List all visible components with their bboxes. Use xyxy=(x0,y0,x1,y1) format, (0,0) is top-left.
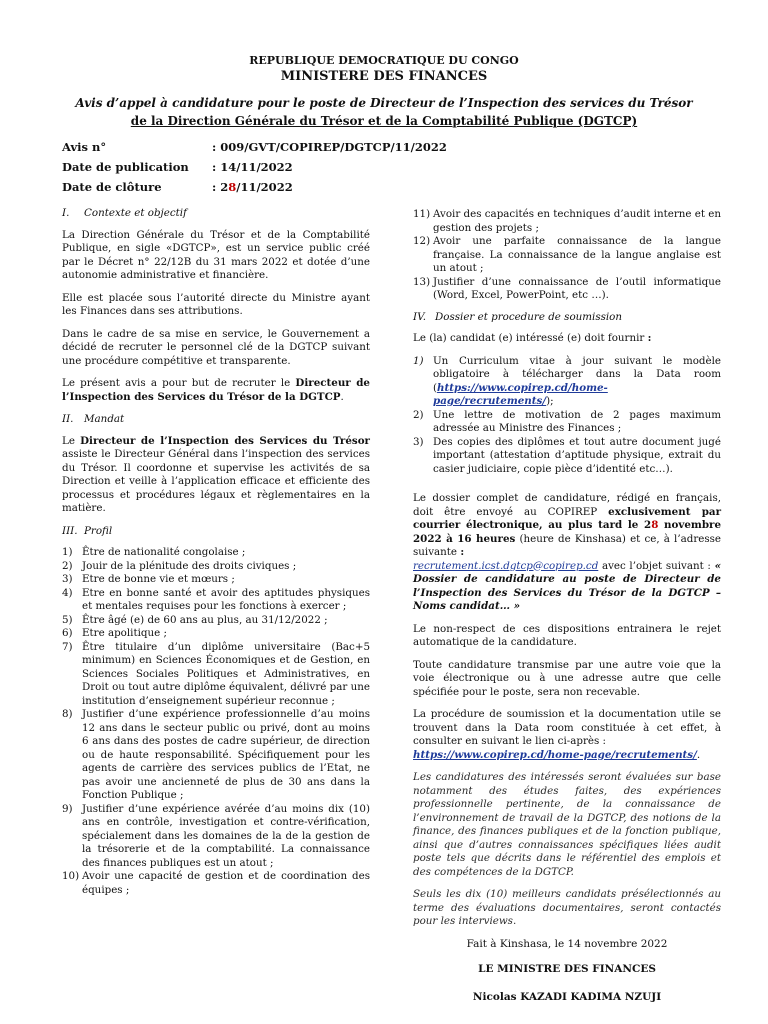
section-number: IV. xyxy=(413,310,426,323)
list-item xyxy=(62,641,370,709)
text-run: novembre 2022 à 16 heures xyxy=(413,519,721,545)
closing-suffix: /11/2022 xyxy=(236,180,293,194)
meta-row-closing xyxy=(62,177,562,197)
section-heading-mandate xyxy=(62,413,370,427)
other-channel-paragraph: Toute candidature transmise par une autre voie que la voie électronique ou à une adresse autre que celle spécifiée pour le poste, sera non recevable. xyxy=(413,658,721,698)
closing-red-digit: 8 xyxy=(228,180,237,194)
context-paragraph-1: La Direction Générale du Trésor et de la Comptabilité Publique, en sigle «DGTCP», est un service public créé par le Décret n° 22/12B du 31 mars 2022 et dotée d’une autonomie administrative et financière. xyxy=(62,228,370,281)
closing-value xyxy=(212,180,293,194)
text-run: La procédure de soumission et la documentation utile se trouvent dans la Data room constituée à cet effet, à consulter en suivant le lien ci-après : xyxy=(413,708,721,747)
closing-label: Date de clôture xyxy=(62,180,162,194)
item-number: 13) xyxy=(413,275,431,288)
list-item xyxy=(62,627,370,641)
left-column xyxy=(62,207,370,897)
list-item xyxy=(62,560,370,574)
post-title-bold: Directeur de l’Inspection des Services du Trésor xyxy=(80,434,370,447)
item-number: 9) xyxy=(62,802,73,815)
list-item xyxy=(62,573,370,587)
list-item xyxy=(413,355,721,409)
item-number: 5) xyxy=(62,613,73,626)
deadline-red-digit: 8 xyxy=(651,519,659,531)
text-run: (heure de Kinshasa) et ce, à l’adresse suivante xyxy=(413,532,721,558)
text-run: Le (la) candidat (e) intéressé (e) doit fournir xyxy=(413,332,648,344)
item-number: 12) xyxy=(413,235,431,247)
section-number: I. xyxy=(62,207,70,219)
item-number: 8) xyxy=(62,708,73,720)
avis-value: : 009/GVT/COPIREP/DGTCP/11/2022 xyxy=(212,140,447,154)
submission-deadline-paragraph xyxy=(413,492,721,614)
section-title: Contexte et objectif xyxy=(84,207,187,219)
list-item xyxy=(62,708,370,803)
item-text: Justifier d’une expérience professionnelle d’au moins 12 ans dans le secteur public ou privé, dont au moins 6 ans dans des postes de cadre supérieur, de direction ou de haute responsabilité. Spécifiquement pour les agents de carrière des services publics de l’Etat, ne pas avoir une ancienneté de plus de 30 ans dans la Fonction Publique ; xyxy=(82,708,370,801)
text-run: . xyxy=(696,748,701,761)
section-title: Mandat xyxy=(84,413,125,425)
email-subject: « Dossier de candidature au poste de Directeur de l’Inspection des Services du Trésor de la DGTCP – Noms candidat… » xyxy=(413,559,721,612)
section-heading-context xyxy=(62,207,370,221)
text-run: Le présent avis a pour but de recruter le xyxy=(62,377,296,389)
context-paragraph-3: Dans le cadre de sa mise en service, le Gouvernement a décidé de recruter le personnel clé de la DGTCP suivant une procédure compétitive et transparente. xyxy=(62,327,370,367)
item-number: 6) xyxy=(62,627,73,639)
section-number: III. xyxy=(62,524,78,537)
signatory-title: LE MINISTRE DES FINANCES xyxy=(478,963,656,975)
text-run: Le xyxy=(62,434,81,447)
list-item xyxy=(413,235,721,276)
text-run: exclusivement par courrier électronique, au plus tard le 2 xyxy=(413,505,722,531)
meta-row-publication xyxy=(62,157,562,177)
rejection-paragraph: Le non-respect de ces dispositions entrainera le rejet automatique de la candidature. xyxy=(413,622,721,648)
item-number: 3) xyxy=(62,573,73,585)
publication-label: Date de publication xyxy=(62,160,189,174)
submission-email-link[interactable]: recrutement.icst.dgtcp@copirep.cd xyxy=(413,559,599,572)
list-item xyxy=(62,587,370,614)
item-text: Etre apolitique ; xyxy=(82,627,167,639)
profile-list xyxy=(62,546,370,897)
signatory-name: Nicolas KAZADI KADIMA NZUJI xyxy=(472,990,662,1003)
text-run: . xyxy=(340,390,344,403)
item-number: 2) xyxy=(62,559,73,572)
item-text: Être titulaire d’un diplôme universitaire (Bac+5 minimum) en Sciences Économiques et de Gestion, en Sciences Sociales Politiques et Administratives, en Droit ou tout autre diplôme équivalent, délivré par une institution d’enseignement supérieur reconnue ; xyxy=(82,640,370,707)
item-number: 10) xyxy=(62,870,80,882)
item-text: Avoir une parfaite connaissance de la langue française. La connaissance de la langue anglaise est un atout ; xyxy=(433,235,721,274)
text-run: Un Curriculum vitae à jour suivant le modèle obligatoire à télécharger dans la Data room ( xyxy=(433,354,721,394)
shortlist-note: Seuls les dix (10) meilleurs candidats présélectionnés au terme des évaluations documentaires, seront contactés pour les interviews. xyxy=(413,888,721,927)
context-paragraph-4 xyxy=(62,377,370,404)
item-number: 3) xyxy=(413,435,424,448)
list-item xyxy=(413,276,721,303)
item-text: Une lettre de motivation de 2 pages maximum adressée au Ministre des Finances ; xyxy=(433,408,721,434)
text-run: Le dossier complet de candidature, rédigé en français, doit être envoyé au COPIREP xyxy=(413,492,721,518)
notice-title: Avis d’appel à candidature pour le poste de Directeur de l’Inspection des services du Trésor xyxy=(75,96,693,110)
item-number: 2) xyxy=(413,408,424,421)
signature-block xyxy=(413,938,721,1005)
item-number: 1) xyxy=(413,354,424,367)
place-date: Fait à Kinshasa, le 14 novembre 2022 xyxy=(466,937,668,950)
publication-value: : 14/11/2022 xyxy=(212,160,293,174)
item-number: 1) xyxy=(62,546,73,558)
notice-meta xyxy=(62,137,562,197)
meta-row-avis xyxy=(62,137,562,157)
document-header xyxy=(40,54,728,130)
text-run: : xyxy=(647,332,652,344)
list-item xyxy=(413,409,721,436)
section-title: Profil xyxy=(84,524,113,537)
procedure-paragraph xyxy=(413,708,721,762)
republic-heading: REPUBLIQUE DEMOCRATIQUE DU CONGO xyxy=(249,54,519,67)
item-text: Avoir des capacités en techniques d’audit interne et en gestion des projets ; xyxy=(433,208,721,234)
section-heading-submission xyxy=(413,311,721,325)
item-number: 11) xyxy=(413,208,431,220)
list-item xyxy=(62,803,370,871)
ministry-heading: MINISTERE DES FINANCES xyxy=(280,69,488,84)
section-heading-profile xyxy=(62,525,370,539)
mandate-paragraph xyxy=(62,435,370,516)
section-number: II. xyxy=(62,413,74,425)
item-number: 4) xyxy=(62,586,73,599)
closing-prefix: : 2 xyxy=(212,180,229,194)
section-title: Dossier et procedure de soumission xyxy=(435,310,623,323)
item-text: Jouir de la plénitude des droits civiques ; xyxy=(82,559,297,572)
text-run: avec l’objet suivant : xyxy=(598,559,715,572)
item-text: Avoir une capacité de gestion et de coordination des équipes ; xyxy=(82,870,370,896)
item-text: Justifier d’une connaissance de l’outil informatique (Word, Excel, PowerPoint, etc …). xyxy=(433,275,721,301)
procedure-link[interactable]: https://www.copirep.cd/home-page/recrutements/ xyxy=(413,748,697,761)
item-text: Être de nationalité congolaise ; xyxy=(82,546,246,558)
item-text xyxy=(433,355,721,409)
item-text: Etre de bonne vie et mœurs ; xyxy=(82,573,235,585)
profile-list-continued xyxy=(413,208,721,303)
context-paragraph-2: Elle est placée sous l’autorité directe du Ministre ayant les Finances dans ses attributions. xyxy=(62,291,370,317)
evaluation-note: Les candidatures des intéressés seront évaluées sur base notamment des études faites, des expériences professionnelle pertinente, de la connaissance de l’environnement de travail de la DGTCP, des notions de la finance, des finances publiques et de la fonction publique, ainsi que d’autres connaissances spécifiques liées audit poste tels que décrits dans le référentiel des emplois et des compétences de la DGTCP. xyxy=(413,771,721,878)
list-item xyxy=(413,208,721,235)
list-item xyxy=(62,870,370,897)
item-text: Etre en bonne santé et avoir des aptitudes physiques et mentales requises pour les fonctions à exercer ; xyxy=(82,586,370,612)
data-room-link[interactable]: https://www.copirep.cd/home-page/recrutements/ xyxy=(433,381,608,407)
documents-list xyxy=(413,355,721,477)
list-item xyxy=(62,546,370,560)
text-run: ); xyxy=(546,395,554,407)
item-text: Justifier d’une expérience avérée d’au moins dix (10) ans en contrôle, investigation et contre-vérification, spécialement dans les domaines de la de la gestion de la trésorerie et de la comptabilité. La connaissance des finances publiques est un atout ; xyxy=(82,802,370,869)
item-text: Être âgé (e) de 60 ans au plus, au 31/12/2022 ; xyxy=(82,613,328,626)
text-run: assiste le Directeur Général dans l’inspection des services du Trésor. Il coordonne et supervise les activités de sa Direction et veille à l’application efficace et efficiente des processus et procédures légaux et règlementaires en la matière. xyxy=(62,448,370,514)
item-text: Des copies des diplômes et tout autre document jugé important (attestation d’aptitude physique, extrait du casier judiciaire, copie pièce d’identité etc…). xyxy=(433,435,721,475)
direction-title: de la Direction Générale du Trésor et de la Comptabilité Publique (DGTCP) xyxy=(130,114,638,128)
list-item xyxy=(413,436,721,477)
post-title-bold: Directeur de l’Inspection des Services du Trésor de la DGTCP xyxy=(62,377,370,403)
item-number: 7) xyxy=(62,640,73,653)
text-run: : xyxy=(460,546,465,558)
avis-label: Avis n° xyxy=(62,140,107,154)
right-column xyxy=(413,208,721,1004)
list-item xyxy=(62,614,370,628)
submission-intro xyxy=(413,332,721,346)
